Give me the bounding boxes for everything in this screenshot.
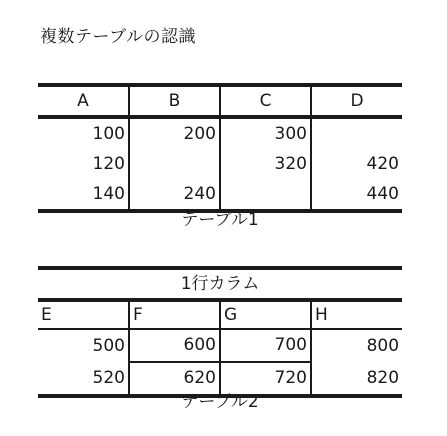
table-cell <box>220 179 311 211</box>
table-row <box>38 117 402 149</box>
header-cell-e: E <box>41 305 52 325</box>
table-cell: 500 <box>38 329 129 362</box>
table-1 <box>38 83 402 213</box>
table-header-row <box>38 300 402 329</box>
table-cell: 820 <box>311 362 402 396</box>
header-cell-b: B <box>129 85 220 117</box>
table-cell: 520 <box>38 362 129 396</box>
header-cell-a: A <box>38 85 129 117</box>
table-cell: 800 <box>311 329 402 362</box>
table-cell: 720 <box>220 362 311 396</box>
header-cell-g: G <box>220 300 311 329</box>
table-row <box>38 149 402 179</box>
table-cell: 320 <box>220 149 311 179</box>
header-cell-h: H <box>311 300 402 329</box>
single-row-column-label: 1行カラム <box>38 268 402 300</box>
table-cell: 240 <box>129 179 220 211</box>
table-cell <box>311 117 402 149</box>
table-cell: 120 <box>38 149 129 179</box>
table-cell: 620 <box>129 362 220 396</box>
table-row <box>38 329 402 362</box>
table-cell: 420 <box>366 154 399 174</box>
table-cell: 200 <box>129 117 220 149</box>
table-1-caption: テーブル1 <box>181 210 259 230</box>
table-header-row <box>38 85 402 117</box>
table-cell: 700 <box>220 329 311 362</box>
table-cell: 440 <box>311 179 402 211</box>
table-2-caption: テーブル2 <box>181 392 259 412</box>
header-cell-c: C <box>220 85 311 117</box>
table-2 <box>38 266 402 398</box>
table-cell: 300 <box>220 117 311 149</box>
table-cell: 140 <box>38 179 129 211</box>
table-cell: 100 <box>38 117 129 149</box>
table-cell <box>129 149 220 179</box>
table-cell: 600 <box>129 329 220 362</box>
table-row <box>38 179 402 211</box>
header-cell-d: D <box>311 85 402 117</box>
header-cell-f: F <box>129 300 220 329</box>
page-title: 複数テーブルの認識 <box>40 27 196 47</box>
table-top-label-row <box>38 268 402 300</box>
table-row <box>38 362 402 396</box>
